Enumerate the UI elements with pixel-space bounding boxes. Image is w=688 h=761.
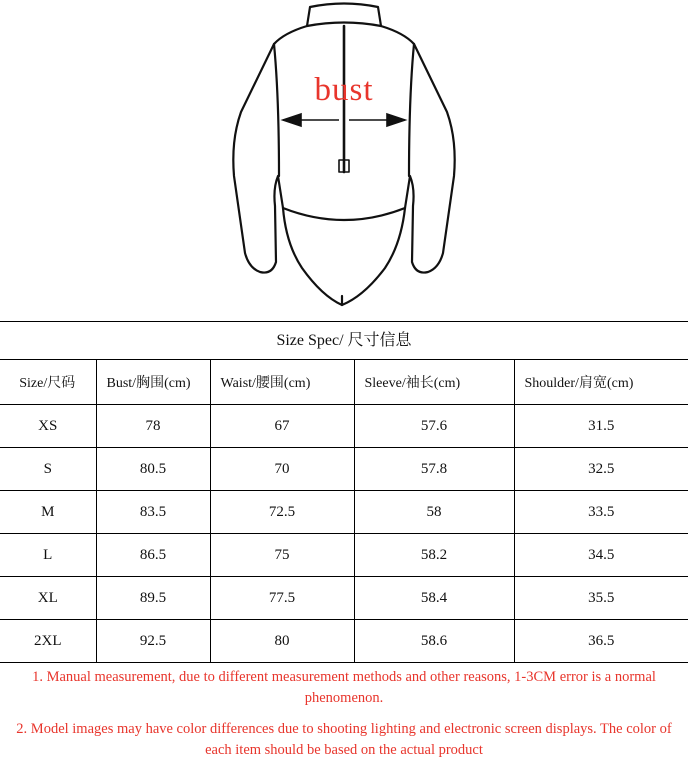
- cell-sleeve: 58: [354, 491, 514, 534]
- table-header-row: [0, 360, 688, 405]
- cell-sleeve: 58.4: [354, 577, 514, 620]
- cell-shoulder: 32.5: [514, 448, 688, 491]
- table-row: [0, 491, 688, 534]
- note-measurement: 1. Manual measurement, due to different measurement methods and other reasons, 1-3CM error is a normal phenomenon.: [32, 669, 656, 706]
- column-header-waist: Waist/腰围(cm): [210, 360, 354, 405]
- column-header-bust: Bust/胸围(cm): [96, 360, 210, 405]
- cell-waist: 80: [210, 620, 354, 663]
- cell-bust: 92.5: [96, 620, 210, 663]
- cell-waist: 75: [210, 534, 354, 577]
- table-row: [0, 448, 688, 491]
- cell-waist: 67: [210, 405, 354, 448]
- cell-waist: 77.5: [210, 577, 354, 620]
- cell-shoulder: 35.5: [514, 577, 688, 620]
- cell-bust: 89.5: [96, 577, 210, 620]
- column-header-sleeve: Sleeve/袖长(cm): [354, 360, 514, 405]
- bodysuit-line-drawing: [179, 0, 509, 320]
- cell-size: 2XL: [0, 620, 96, 663]
- bust-label: bust: [314, 72, 374, 108]
- cell-sleeve: 58.2: [354, 534, 514, 577]
- table-row: [0, 620, 688, 663]
- note-color: 2. Model images may have color differences due to shooting lighting and electronic screen displays. The color of each item should be based on the actual product: [16, 721, 672, 758]
- cell-shoulder: 36.5: [514, 620, 688, 663]
- cell-size: M: [0, 491, 96, 534]
- column-header-size: Size/尺码: [0, 360, 96, 405]
- cell-size: S: [0, 448, 96, 491]
- cell-waist: 72.5: [210, 491, 354, 534]
- cell-shoulder: 33.5: [514, 491, 688, 534]
- notes-section: [0, 663, 688, 761]
- table-row: [0, 577, 688, 620]
- cell-sleeve: 57.6: [354, 405, 514, 448]
- table-row: [0, 405, 688, 448]
- cell-shoulder: 34.5: [514, 534, 688, 577]
- cell-bust: 83.5: [96, 491, 210, 534]
- cell-shoulder: 31.5: [514, 405, 688, 448]
- cell-size: L: [0, 534, 96, 577]
- cell-waist: 70: [210, 448, 354, 491]
- size-spec-title: Size Spec/ 尺寸信息: [0, 322, 688, 360]
- cell-sleeve: 57.8: [354, 448, 514, 491]
- cell-size: XS: [0, 405, 96, 448]
- garment-illustration: [0, 0, 688, 322]
- column-header-shoulder: Shoulder/肩宽(cm): [514, 360, 688, 405]
- size-table: [0, 360, 688, 663]
- table-row: [0, 534, 688, 577]
- cell-bust: 78: [96, 405, 210, 448]
- cell-size: XL: [0, 577, 96, 620]
- cell-bust: 80.5: [96, 448, 210, 491]
- cell-sleeve: 58.6: [354, 620, 514, 663]
- cell-bust: 86.5: [96, 534, 210, 577]
